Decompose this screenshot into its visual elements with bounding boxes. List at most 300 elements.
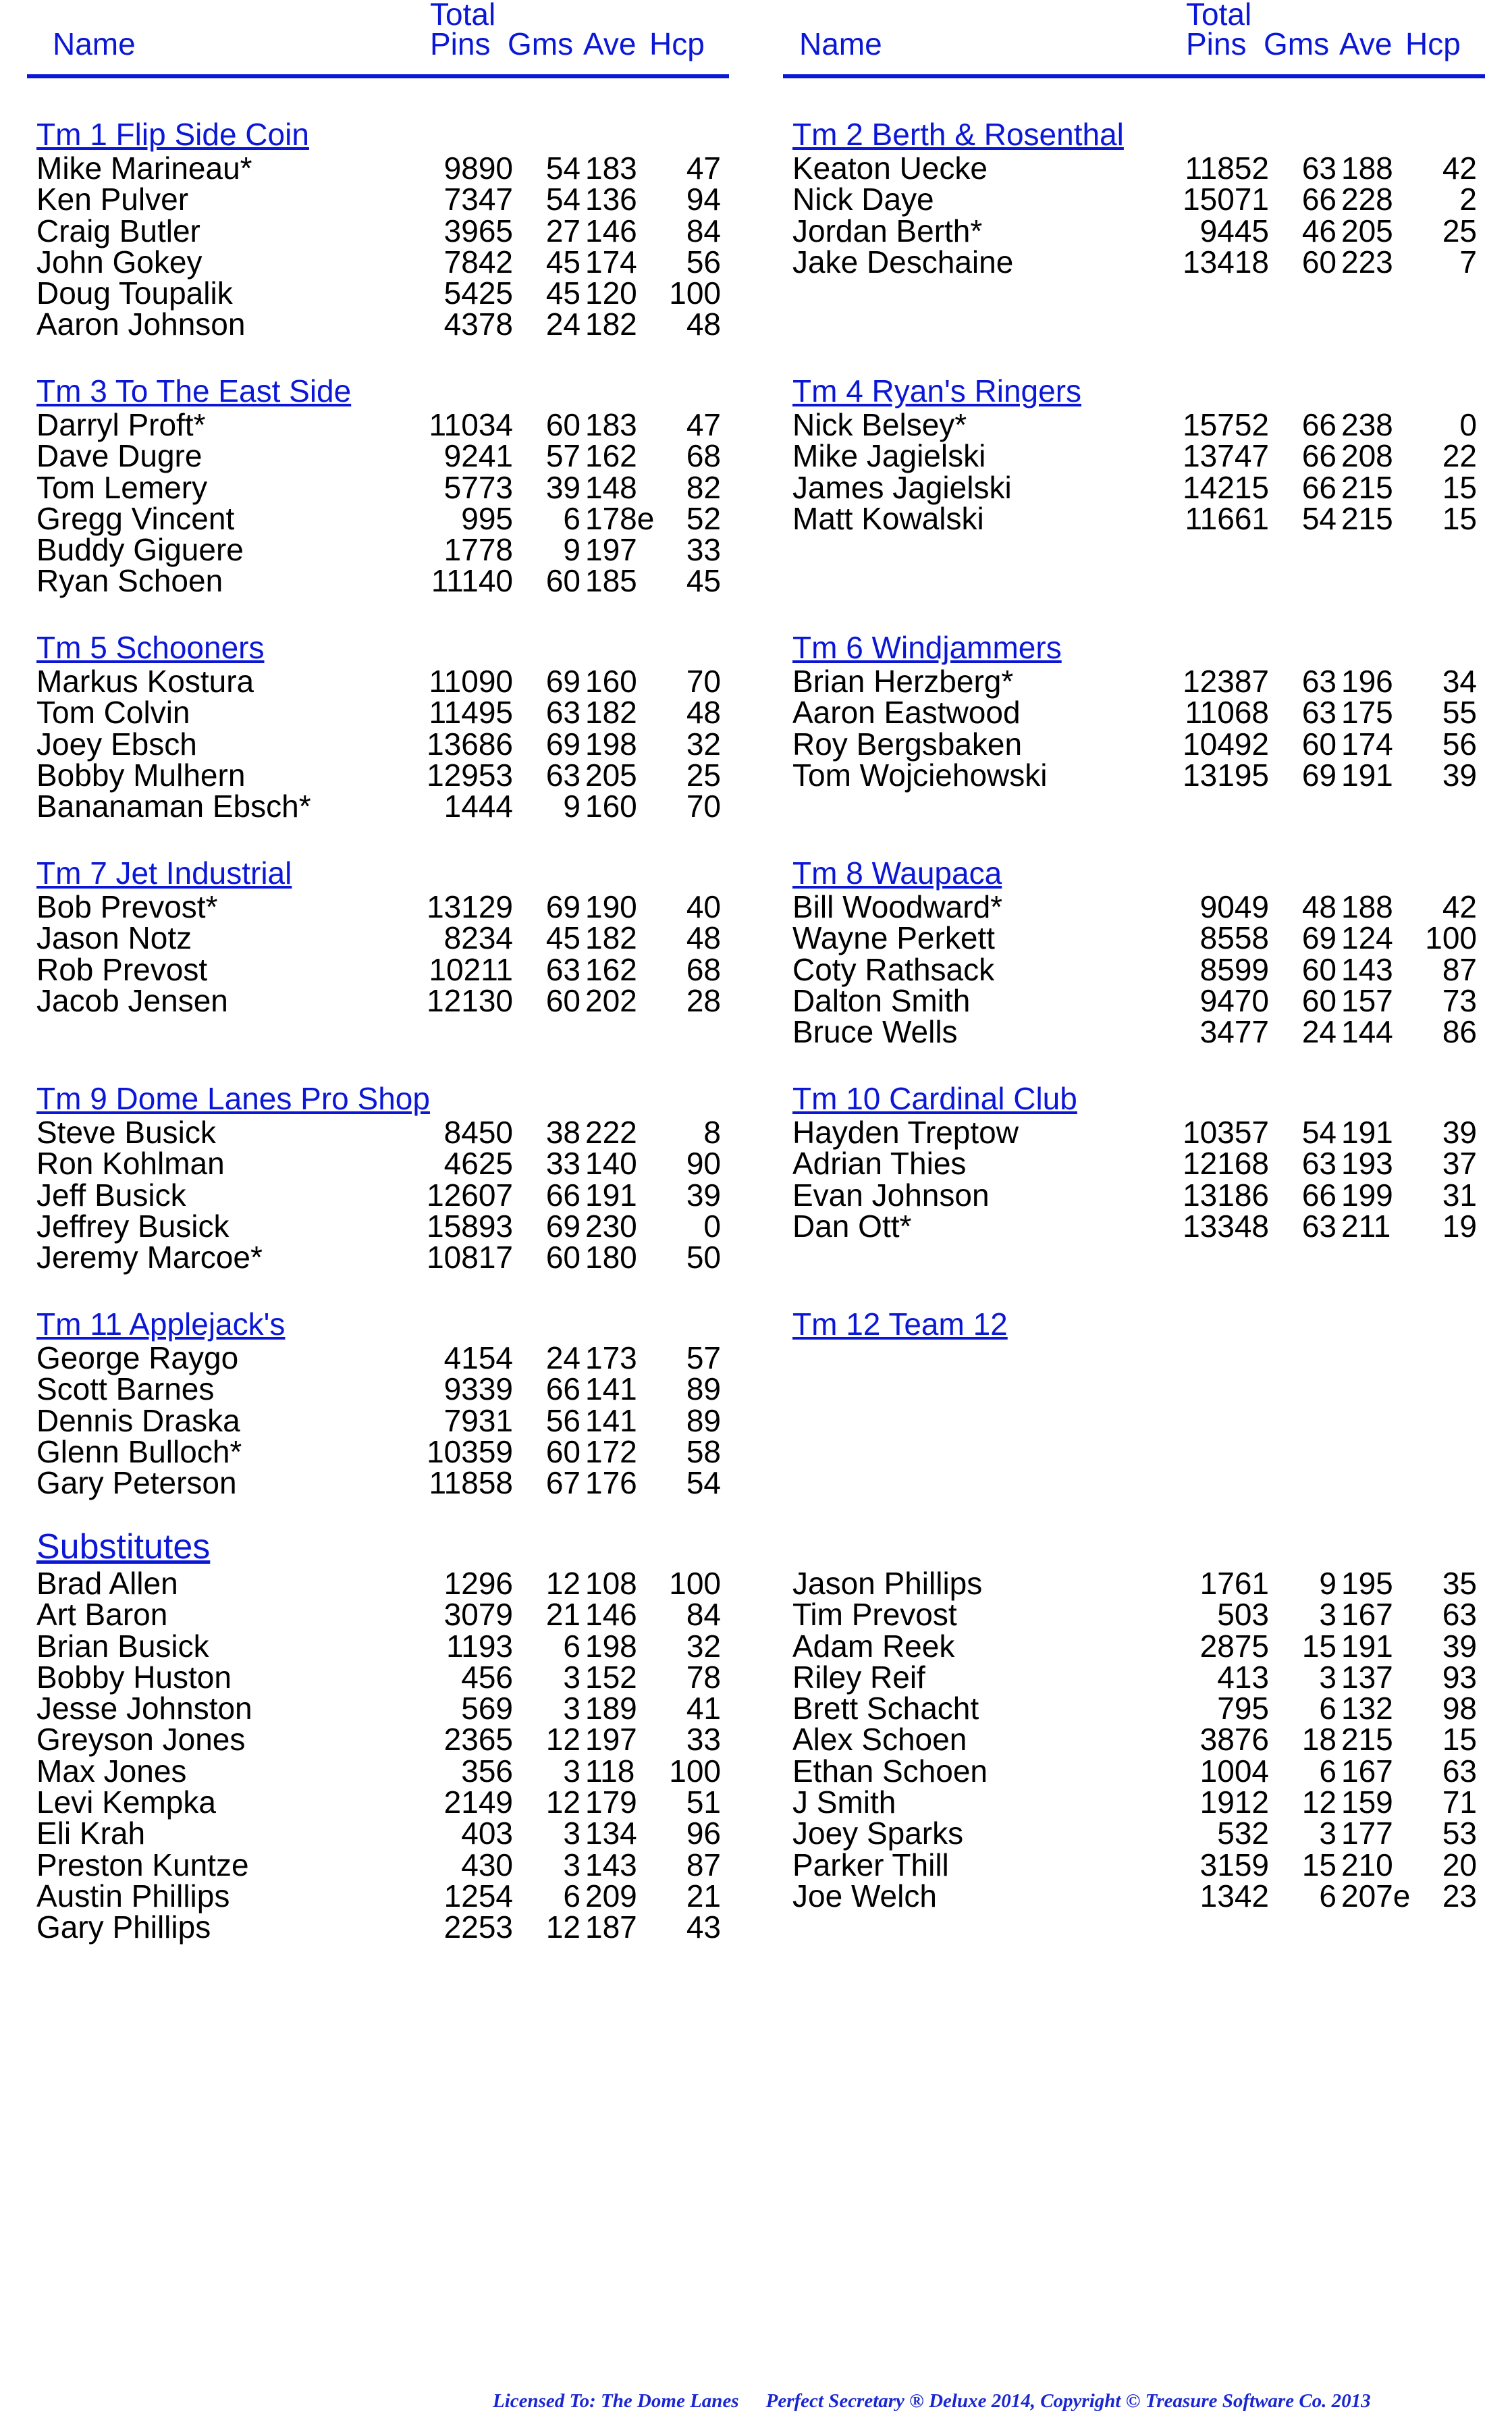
handicap: 31 [1442, 1177, 1477, 1213]
bowler-row [783, 1659, 1485, 1695]
bowler-row [27, 1433, 729, 1469]
average: 191 [585, 1177, 637, 1213]
total-pins: 9049 [1199, 889, 1269, 924]
handicap: 25 [686, 757, 721, 793]
total-pins: 10817 [427, 1240, 513, 1275]
handicap: 32 [686, 726, 721, 762]
bowler-rows [27, 153, 729, 340]
handicap: 40 [686, 889, 721, 924]
average: 180 [585, 1240, 637, 1275]
average: 173 [585, 1340, 637, 1375]
handicap: 0 [703, 1208, 721, 1244]
games: 63 [1301, 151, 1336, 186]
total-pins: 15893 [427, 1208, 513, 1244]
handicap: 70 [686, 664, 721, 699]
average: 211 [1341, 1208, 1391, 1244]
average: 178e [585, 500, 655, 536]
total-pins: 9241 [443, 438, 513, 474]
bowler-name: Greyson Jones [36, 1722, 246, 1758]
average: 183 [585, 151, 637, 186]
bowler-row [27, 1818, 729, 1849]
bowler-name: Dennis Draska [36, 1402, 240, 1438]
total-pins: 8558 [1199, 920, 1269, 956]
bowler-rows [27, 891, 729, 1016]
bowler-row [783, 982, 1485, 1018]
handicap: 45 [686, 563, 721, 599]
total-pins: 430 [461, 1847, 513, 1882]
bowler-row [27, 1402, 729, 1438]
handicap: 48 [686, 920, 721, 956]
games: 21 [545, 1597, 580, 1633]
total-pins: 4625 [443, 1146, 513, 1182]
average: 182 [585, 307, 637, 342]
bowler-row [27, 1177, 729, 1213]
column-header [783, 0, 1485, 82]
handicap: 100 [1425, 920, 1477, 956]
games: 6 [563, 1628, 580, 1664]
bowler-row [27, 1628, 729, 1664]
handicap: 37 [1442, 1146, 1477, 1182]
bowler-row [27, 920, 729, 956]
games: 63 [545, 695, 580, 731]
bowler-name: Mike Marineau* [36, 151, 252, 186]
bowler-name: Alex Schoen [792, 1722, 967, 1758]
bowler-rows [27, 1340, 729, 1501]
bowler-name: Hayden Treptow [792, 1115, 1019, 1150]
team-title[interactable]: Tm 2 Berth & Rosenthal [792, 117, 1124, 152]
header-gms: Gms [1264, 26, 1330, 61]
header-rule [783, 74, 1485, 78]
bowler-row [27, 1722, 729, 1758]
team-title[interactable]: Tm 6 Windjammers [792, 630, 1062, 665]
average: 176 [585, 1465, 637, 1501]
header-hcp: Hcp [1405, 26, 1461, 61]
bowler-rows [783, 1566, 1485, 1914]
average: 167 [1341, 1597, 1393, 1633]
bowler-rows [27, 1568, 729, 1943]
bowler-row [783, 1849, 1485, 1880]
bowler-name: Nick Daye [792, 182, 934, 217]
bowler-name: Steve Busick [36, 1115, 216, 1150]
average: 210 [1341, 1847, 1393, 1882]
average: 160 [585, 789, 637, 824]
games: 66 [1301, 438, 1336, 474]
handicap: 68 [686, 438, 721, 474]
average: 205 [1341, 213, 1393, 248]
average: 196 [1341, 664, 1393, 699]
bowler-name: Dave Dugre [36, 438, 202, 474]
header-name: Name [799, 26, 882, 61]
team-title[interactable]: Tm 1 Flip Side Coin [36, 117, 309, 152]
team-title[interactable]: Substitutes [36, 1527, 211, 1566]
bowler-row [27, 246, 729, 278]
team-title[interactable]: Tm 10 Cardinal Club [792, 1081, 1077, 1116]
total-pins: 12168 [1183, 1146, 1269, 1182]
total-pins: 795 [1217, 1691, 1269, 1726]
games: 3 [563, 1816, 580, 1851]
games: 15 [1301, 1628, 1336, 1664]
total-pins: 13348 [1183, 1208, 1269, 1244]
total-pins: 10359 [427, 1433, 513, 1469]
header-pins: Pins [430, 26, 491, 61]
bowler-name: Gregg Vincent [36, 500, 235, 536]
total-pins: 13186 [1183, 1177, 1269, 1213]
average: 143 [1341, 951, 1393, 987]
bowler-name: Darryl Proft* [36, 407, 206, 442]
total-pins: 532 [1217, 1816, 1269, 1851]
handicap: 89 [686, 1371, 721, 1407]
bowler-name: Jordan Berth* [792, 213, 983, 248]
total-pins: 10211 [429, 951, 513, 987]
header-total: Total [1186, 0, 1252, 32]
average: 189 [585, 1691, 637, 1726]
games: 66 [1301, 407, 1336, 442]
bowler-row [783, 1014, 1485, 1050]
games: 60 [545, 1433, 580, 1469]
handicap: 50 [686, 1240, 721, 1275]
bowler-row [27, 563, 729, 599]
bowler-rows [27, 409, 729, 597]
bowler-row [27, 1342, 729, 1373]
total-pins: 11034 [429, 407, 513, 442]
average: 179 [585, 1785, 637, 1820]
handicap: 47 [686, 407, 721, 442]
total-pins: 13747 [1183, 438, 1269, 474]
games: 45 [545, 275, 580, 311]
total-pins: 2875 [1199, 1628, 1269, 1664]
team-title[interactable]: Tm 9 Dome Lanes Pro Shop [36, 1081, 430, 1116]
bowler-row [27, 1849, 729, 1880]
bowler-name: James Jagielski [792, 469, 1012, 505]
handicap: 22 [1442, 438, 1477, 474]
handicap: 78 [686, 1659, 721, 1695]
column-header [27, 0, 729, 82]
team-title[interactable]: Tm 7 Jet Industrial [36, 855, 292, 891]
games: 54 [1301, 500, 1336, 536]
bowler-row [783, 153, 1485, 184]
games: 67 [545, 1465, 580, 1501]
total-pins: 10492 [1183, 726, 1269, 762]
games: 60 [1301, 982, 1336, 1018]
games: 69 [545, 889, 580, 924]
bowler-name: Matt Kowalski [792, 500, 984, 536]
handicap: 63 [1442, 1597, 1477, 1633]
bowler-row [783, 1208, 1485, 1244]
bowler-name: Max Jones [36, 1753, 187, 1789]
bowler-name: Ethan Schoen [792, 1753, 988, 1789]
handicap: 53 [1442, 1816, 1477, 1851]
bowler-name: Parker Thill [792, 1847, 949, 1882]
games: 48 [1301, 889, 1336, 924]
average: 198 [585, 1628, 637, 1664]
handicap: 68 [686, 951, 721, 987]
total-pins: 14215 [1183, 469, 1269, 505]
total-pins: 11090 [429, 664, 513, 699]
bowler-rows [27, 1117, 729, 1273]
total-pins: 356 [461, 1753, 513, 1789]
bowler-name: Jeffrey Busick [36, 1208, 230, 1244]
bowler-row [27, 1878, 729, 1914]
total-pins: 9445 [1199, 213, 1269, 248]
bowler-name: Riley Reif [792, 1659, 925, 1695]
games: 24 [545, 307, 580, 342]
bowler-row [783, 500, 1485, 536]
average: 185 [585, 563, 637, 599]
average: 143 [585, 1847, 637, 1882]
total-pins: 7347 [443, 182, 513, 217]
bowler-name: Tom Colvin [36, 695, 190, 731]
handicap: 82 [686, 469, 721, 505]
handicap: 71 [1442, 1785, 1477, 1820]
handicap: 93 [1442, 1659, 1477, 1695]
team-title[interactable]: Tm 5 Schooners [36, 630, 265, 665]
bowler-row [27, 1911, 729, 1943]
bowler-name: Jeremy Marcoe* [36, 1240, 263, 1275]
handicap: 87 [686, 1847, 721, 1882]
footer-software: Perfect Secretary ® Deluxe 2014, Copyright © Treasure Software Co. 2013 [765, 2390, 1371, 2412]
total-pins: 2253 [443, 1909, 513, 1945]
handicap: 48 [686, 307, 721, 342]
average: 140 [585, 1146, 637, 1182]
games: 46 [1301, 213, 1336, 248]
header-ave: Ave [583, 26, 637, 61]
total-pins: 12953 [427, 757, 513, 793]
games: 54 [1301, 1115, 1336, 1150]
bowler-name: Bananaman Ebsch* [36, 789, 311, 824]
bowler-rows [27, 666, 729, 822]
handicap: 15 [1442, 469, 1477, 505]
average: 197 [585, 1722, 637, 1758]
average: 108 [585, 1566, 637, 1601]
total-pins: 12387 [1183, 664, 1269, 699]
games: 45 [545, 244, 580, 280]
team-title[interactable]: Tm 4 Ryan's Ringers [792, 373, 1082, 408]
bowler-name: Ken Pulver [36, 182, 189, 217]
handicap: 63 [1442, 1753, 1477, 1789]
bowler-rows [783, 409, 1485, 534]
average: 215 [1341, 469, 1393, 505]
bowler-row [27, 275, 729, 311]
handicap: 100 [669, 1566, 721, 1601]
bowler-name: Adrian Thies [792, 1146, 967, 1182]
bowler-row [783, 1146, 1485, 1182]
total-pins: 8234 [443, 920, 513, 956]
games: 60 [545, 982, 580, 1018]
bowler-row [27, 1117, 729, 1148]
average: 215 [1341, 500, 1393, 536]
total-pins: 569 [461, 1691, 513, 1726]
header-hcp: Hcp [649, 26, 705, 61]
bowler-name: Brian Herzberg* [792, 664, 1014, 699]
bowler-name: Doug Toupalik [36, 275, 233, 311]
bowler-name: Brad Allen [36, 1566, 178, 1601]
bowler-row [27, 666, 729, 697]
average: 136 [585, 182, 637, 217]
bowler-row [27, 1146, 729, 1182]
total-pins: 456 [461, 1659, 513, 1695]
games: 3 [563, 1659, 580, 1695]
games: 18 [1301, 1722, 1336, 1758]
handicap: 42 [1442, 151, 1477, 186]
bowler-name: Markus Kostura [36, 664, 254, 699]
bowler-name: Roy Bergsbaken [792, 726, 1023, 762]
handicap: 34 [1442, 664, 1477, 699]
average: 174 [1341, 726, 1393, 762]
bowler-row [783, 757, 1485, 793]
handicap: 86 [1442, 1014, 1477, 1050]
average: 159 [1341, 1785, 1393, 1820]
handicap: 90 [686, 1146, 721, 1182]
bowler-row [783, 1753, 1485, 1789]
average: 174 [585, 244, 637, 280]
handicap: 39 [686, 1177, 721, 1213]
average: 222 [585, 1115, 637, 1150]
license-footer [493, 2390, 1492, 2412]
handicap: 42 [1442, 889, 1477, 924]
bowler-name: Jacob Jensen [36, 982, 228, 1018]
bowler-row [783, 184, 1485, 215]
average: 191 [1341, 1628, 1393, 1664]
average: 188 [1341, 889, 1393, 924]
handicap: 23 [1442, 1878, 1477, 1914]
team-title[interactable]: Tm 3 To The East Side [36, 373, 352, 408]
total-pins: 9470 [1199, 982, 1269, 1018]
bowler-name: Brett Schacht [792, 1691, 979, 1726]
bowler-name: Bobby Huston [36, 1659, 232, 1695]
handicap: 94 [686, 182, 721, 217]
bowler-row [783, 726, 1485, 762]
handicap: 39 [1442, 757, 1477, 793]
bowler-name: Tom Lemery [36, 469, 208, 505]
games: 3 [1319, 1816, 1336, 1851]
bowler-name: Adam Reek [792, 1628, 955, 1664]
header-gms: Gms [508, 26, 574, 61]
games: 6 [1319, 1691, 1336, 1726]
handicap: 57 [686, 1340, 721, 1375]
bowler-row [783, 1878, 1485, 1914]
bowler-name: Jason Notz [36, 920, 192, 956]
total-pins: 10357 [1183, 1115, 1269, 1150]
handicap: 32 [686, 1628, 721, 1664]
total-pins: 11140 [431, 563, 513, 599]
average: 205 [585, 757, 637, 793]
bowler-name: Preston Kuntze [36, 1847, 249, 1882]
handicap: 54 [686, 1465, 721, 1501]
games: 3 [563, 1691, 580, 1726]
bowler-name: Tim Prevost [792, 1597, 957, 1633]
average: 146 [585, 1597, 637, 1633]
average: 182 [585, 920, 637, 956]
handicap: 70 [686, 789, 721, 824]
bowler-name: Gary Phillips [36, 1909, 211, 1945]
average: 208 [1341, 438, 1393, 474]
average: 157 [1341, 982, 1393, 1018]
team-title[interactable]: Tm 8 Waupaca [792, 855, 1002, 891]
games: 54 [545, 151, 580, 186]
bowler-row [783, 666, 1485, 697]
bowler-row [783, 1568, 1485, 1599]
bowler-name: J Smith [792, 1785, 896, 1820]
average: 160 [585, 664, 637, 699]
bowler-name: Joey Ebsch [36, 726, 197, 762]
bowler-name: Dan Ott* [792, 1208, 912, 1244]
bowler-row [27, 409, 729, 440]
total-pins: 413 [1217, 1659, 1269, 1695]
bowler-name: Wayne Perkett [792, 920, 995, 956]
handicap: 43 [686, 1909, 721, 1945]
bowler-row [783, 1722, 1485, 1758]
games: 60 [1301, 951, 1336, 987]
games: 3 [563, 1847, 580, 1882]
average: 215 [1341, 1722, 1393, 1758]
average: 162 [585, 951, 637, 987]
games: 69 [545, 664, 580, 699]
header-rule [27, 74, 729, 78]
games: 12 [545, 1566, 580, 1601]
total-pins: 11852 [1185, 151, 1269, 186]
handicap: 7 [1459, 244, 1477, 280]
total-pins: 3079 [443, 1597, 513, 1633]
bowler-row [27, 1568, 729, 1599]
total-pins: 8599 [1199, 951, 1269, 987]
total-pins: 1778 [443, 532, 513, 568]
bowler-row [27, 1371, 729, 1407]
average: 132 [1341, 1691, 1393, 1726]
team-title[interactable]: Tm 12 Team 12 [792, 1307, 1008, 1342]
total-pins: 7931 [443, 1402, 513, 1438]
bowler-row [27, 1787, 729, 1818]
footer-licensed: Licensed To: The Dome Lanes [493, 2390, 739, 2412]
games: 3 [1319, 1659, 1336, 1695]
bowler-row [27, 757, 729, 793]
handicap: 100 [669, 275, 721, 311]
total-pins: 2365 [443, 1722, 513, 1758]
average: 191 [1341, 1115, 1393, 1150]
bowler-row [27, 1659, 729, 1695]
handicap: 87 [1442, 951, 1477, 987]
average: 141 [585, 1402, 637, 1438]
average: 187 [585, 1909, 637, 1945]
bowler-name: Bob Prevost* [36, 889, 218, 924]
games: 39 [545, 469, 580, 505]
team-title[interactable]: Tm 11 Applejack's [36, 1307, 286, 1342]
games: 12 [545, 1909, 580, 1945]
bowler-name: Keaton Uecke [792, 151, 988, 186]
average: 228 [1341, 182, 1393, 217]
bowler-name: Evan Johnson [792, 1177, 990, 1213]
bowler-name: Art Baron [36, 1597, 168, 1633]
total-pins: 5425 [443, 275, 513, 311]
bowler-row [783, 695, 1485, 731]
bowler-name: Coty Rathsack [792, 951, 995, 987]
games: 6 [563, 500, 580, 536]
handicap: 15 [1442, 1722, 1477, 1758]
total-pins: 11068 [1185, 695, 1269, 731]
bowler-row [27, 215, 729, 246]
average: 188 [1341, 151, 1393, 186]
total-pins: 3876 [1199, 1722, 1269, 1758]
average: 175 [1341, 695, 1393, 731]
total-pins: 503 [1217, 1597, 1269, 1633]
average: 148 [585, 469, 637, 505]
games: 45 [545, 920, 580, 956]
bowler-row [27, 726, 729, 762]
average: 191 [1341, 757, 1393, 793]
games: 12 [1301, 1785, 1336, 1820]
bowler-row [27, 1753, 729, 1789]
games: 60 [1301, 244, 1336, 280]
handicap: 19 [1442, 1208, 1477, 1244]
